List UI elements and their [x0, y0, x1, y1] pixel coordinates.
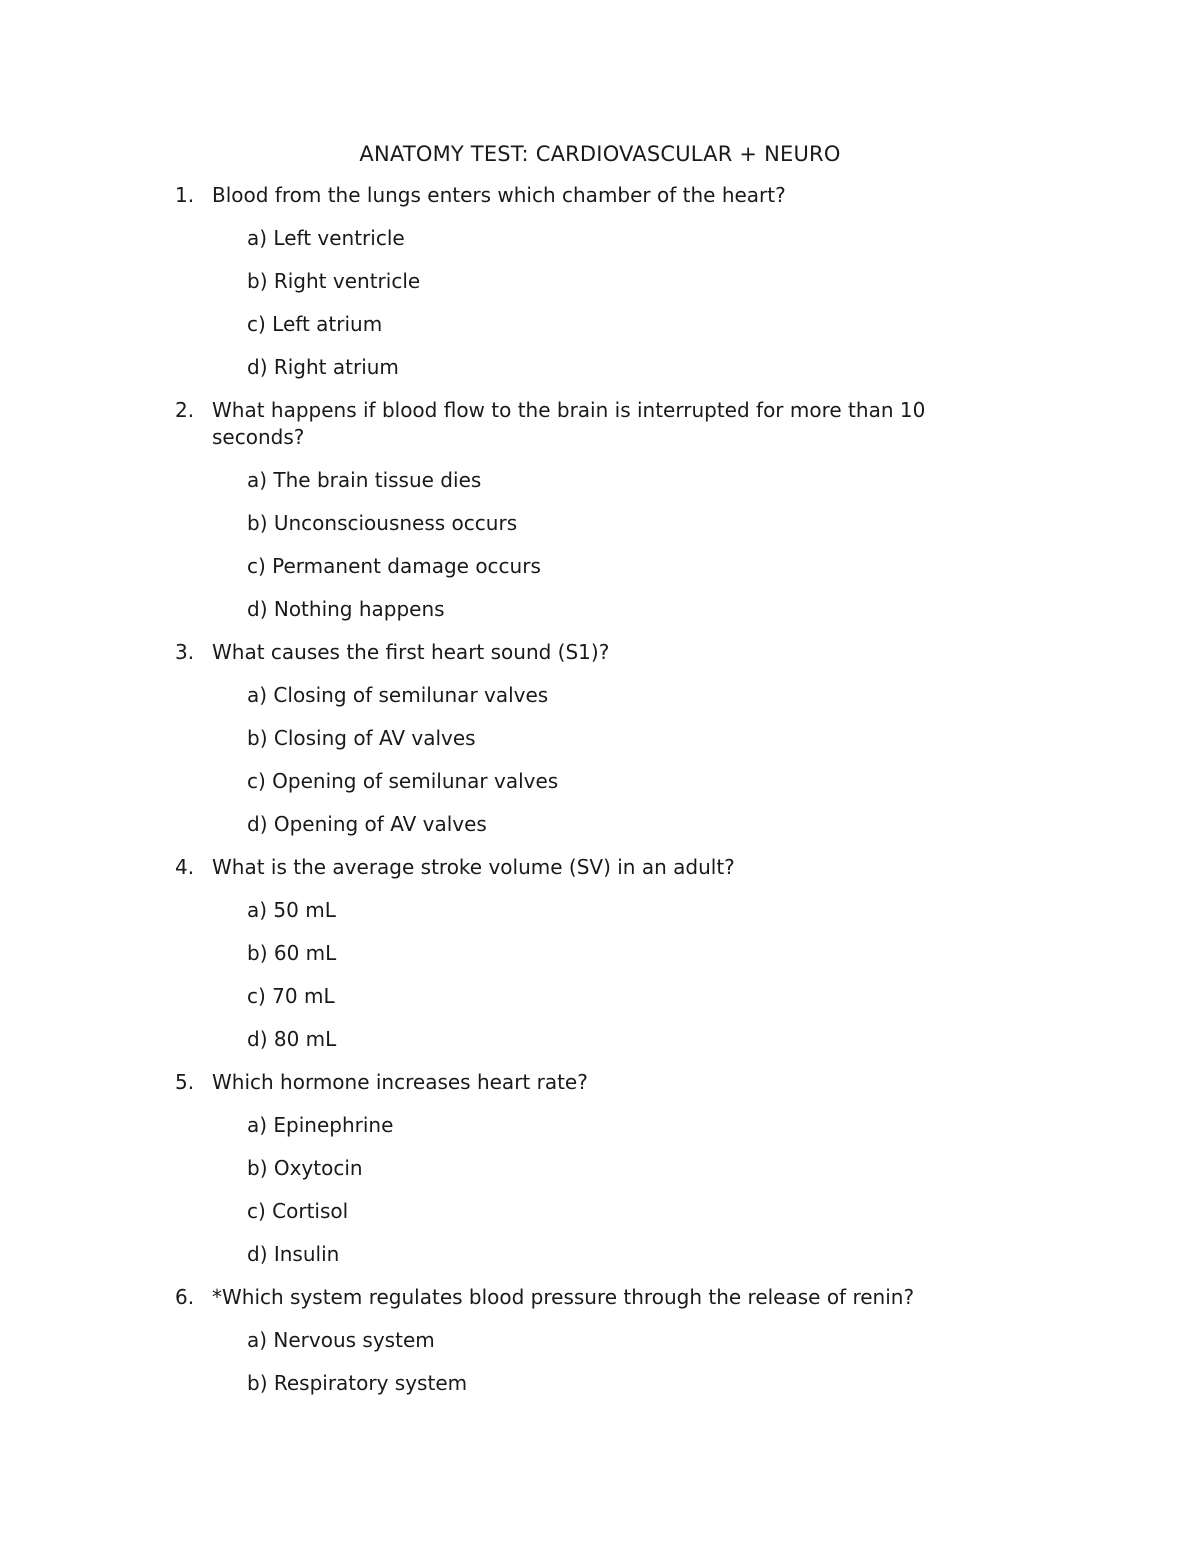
question-text: Which hormone increases heart rate? [212, 1070, 588, 1094]
question-line [175, 397, 1005, 451]
question-number: 6. [175, 1285, 195, 1309]
answer-options [175, 1112, 1005, 1268]
question-text: Blood from the lungs enters which chamber of the heart? [212, 183, 786, 207]
question-text: *Which system regulates blood pressure through the release of renin? [212, 1285, 915, 1309]
question-line [175, 182, 1005, 209]
answer-option: a) 50 mL [247, 898, 336, 922]
answer-options [175, 225, 1005, 381]
answer-option: a) Left ventricle [247, 226, 405, 250]
answer-option: a) Closing of semilunar valves [247, 683, 549, 707]
answer-option: b) 60 mL [247, 941, 337, 965]
answer-option: b) Oxytocin [247, 1156, 363, 1180]
question-list [175, 182, 1005, 1413]
answer-option: a) Nervous system [247, 1328, 435, 1352]
question-number: 2. [175, 398, 195, 422]
answer-option: d) Nothing happens [247, 597, 445, 621]
answer-options [175, 682, 1005, 838]
answer-option: c) Permanent damage occurs [247, 554, 541, 578]
question-line [175, 639, 1005, 666]
question-number: 1. [175, 183, 195, 207]
question-line [175, 1284, 1005, 1311]
answer-options [175, 467, 1005, 623]
question-line [175, 854, 1005, 881]
answer-option: d) Insulin [247, 1242, 340, 1266]
question-line [175, 1069, 1005, 1096]
question-4 [175, 854, 1005, 1053]
question-1 [175, 182, 1005, 381]
answer-option: b) Right ventricle [247, 269, 421, 293]
answer-option: d) Right atrium [247, 355, 399, 379]
answer-option: d) 80 mL [247, 1027, 337, 1051]
question-3 [175, 639, 1005, 838]
question-number: 5. [175, 1070, 195, 1094]
answer-option: a) The brain tissue dies [247, 468, 482, 492]
answer-option: c) 70 mL [247, 984, 335, 1008]
answer-option: a) Epinephrine [247, 1113, 394, 1137]
question-text: What happens if blood flow to the brain is interrupted for more than 10 seconds? [212, 398, 926, 449]
answer-option: b) Unconsciousness occurs [247, 511, 518, 535]
question-text: What causes the first heart sound (S1)? [212, 640, 610, 664]
question-5 [175, 1069, 1005, 1268]
answer-option: b) Respiratory system [247, 1371, 468, 1395]
question-number: 4. [175, 855, 195, 879]
answer-options [175, 897, 1005, 1053]
answer-option: c) Cortisol [247, 1199, 349, 1223]
question-number: 3. [175, 640, 195, 664]
page-title: ANATOMY TEST: CARDIOVASCULAR + NEURO [359, 142, 841, 166]
answer-options [175, 1327, 1005, 1397]
answer-option: c) Left atrium [247, 312, 383, 336]
question-6 [175, 1284, 1005, 1397]
question-text: What is the average stroke volume (SV) in an adult? [212, 855, 735, 879]
question-2 [175, 397, 1005, 623]
answer-option: c) Opening of semilunar valves [247, 769, 559, 793]
answer-option: d) Opening of AV valves [247, 812, 487, 836]
answer-option: b) Closing of AV valves [247, 726, 476, 750]
